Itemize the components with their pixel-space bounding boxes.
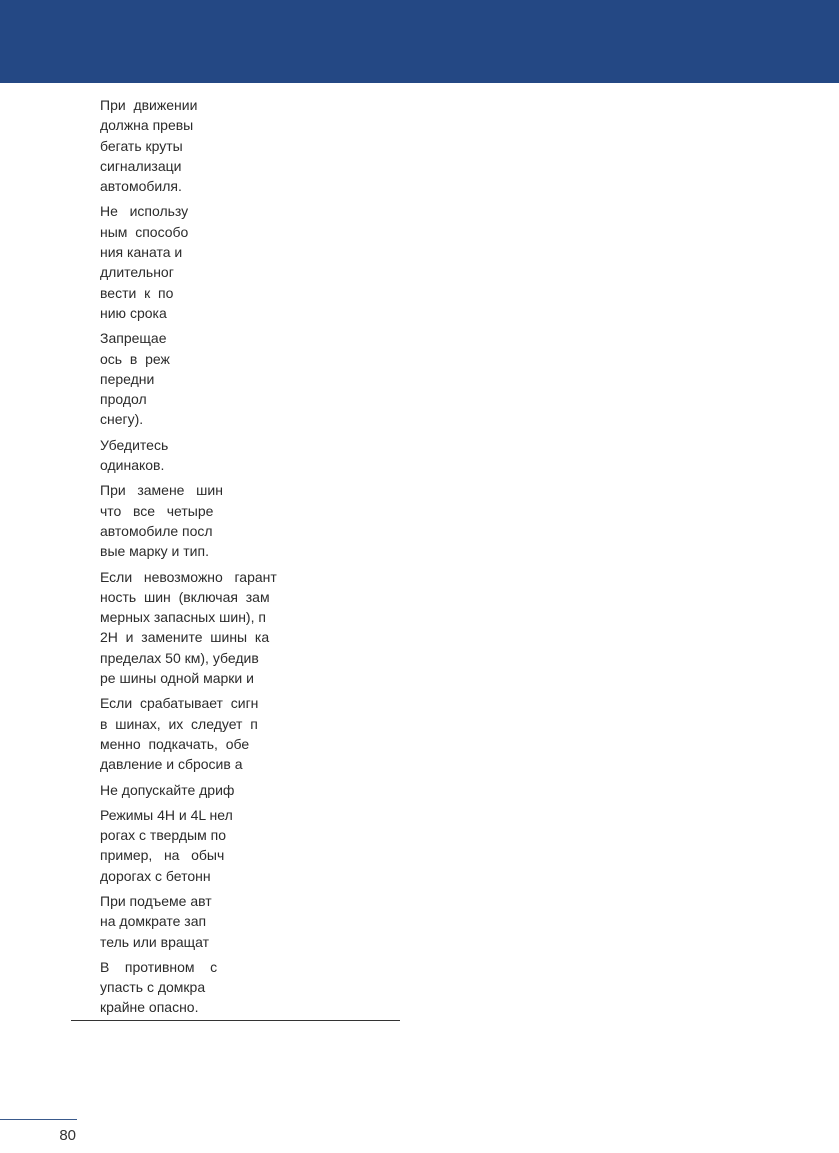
text-line: мерных запасных шин), п	[100, 609, 266, 626]
text-line: Запрещае	[100, 330, 167, 347]
text-line: на домкрате зап	[100, 913, 207, 930]
horizontal-rule	[71, 1020, 400, 1021]
text-line: ре шины одной марки и	[100, 670, 254, 687]
paragraph	[100, 693, 400, 774]
text-line: В противном с	[100, 958, 218, 975]
page-content	[100, 95, 400, 1023]
text-line: менно подкачать, обе	[100, 735, 250, 752]
text-line: продол	[100, 391, 147, 408]
text-line: Режимы 4H и 4L нел	[100, 806, 233, 823]
text-line: тель или вращат	[100, 933, 210, 950]
text-line: вые марку и тип.	[100, 543, 209, 560]
header-band	[0, 0, 839, 83]
text-line: автомобиля.	[100, 178, 182, 195]
text-line: вести к по	[100, 284, 174, 301]
paragraph	[100, 891, 400, 952]
paragraph	[100, 435, 400, 476]
text-line: снегу).	[100, 411, 144, 428]
text-line: одинаков.	[100, 457, 165, 474]
text-line: Не использу	[100, 203, 189, 220]
text-line: нию срока	[100, 304, 167, 321]
text-line: длительног	[100, 264, 174, 281]
text-line: Не допускайте дриф	[100, 781, 235, 798]
text-line: При замене шин	[100, 482, 223, 499]
text-line: должна превы	[100, 117, 194, 134]
text-line: При подъеме авт	[100, 892, 212, 909]
text-line: автомобиле посл	[100, 522, 213, 539]
text-line: Если срабатывает сигн	[100, 695, 259, 712]
paragraph	[100, 95, 400, 196]
text-line: Если невозможно гарант	[100, 568, 277, 585]
page-number: 80	[59, 1127, 76, 1144]
text-line: сигнализаци	[100, 157, 182, 174]
text-line: крайне опасно.	[100, 999, 199, 1016]
text-line: передни	[100, 370, 155, 387]
text-line: ным способо	[100, 223, 189, 240]
text-line: что все четыре	[100, 502, 214, 519]
text-line: ность шин (включая зам	[100, 588, 270, 605]
text-line: При движении	[100, 97, 198, 113]
paragraph	[100, 805, 400, 886]
paragraph	[100, 957, 400, 1018]
paragraph	[100, 480, 400, 561]
text-line: в шинах, их следует п	[100, 715, 258, 732]
text-line: Убедитесь	[100, 436, 169, 453]
paragraph	[100, 328, 400, 429]
text-line: пример, на обыч	[100, 847, 225, 864]
text-line: упасть с домкра	[100, 979, 206, 996]
text-line: дорогах с бетонн	[100, 867, 211, 884]
paragraph	[100, 201, 400, 323]
text-line: бегать круты	[100, 137, 183, 154]
paragraph	[100, 780, 400, 800]
paragraph	[100, 567, 400, 689]
text-line: ось в реж	[100, 350, 170, 367]
text-line: 2H и замените шины ка	[100, 629, 270, 646]
text-line: давление и сбросив а	[100, 756, 243, 773]
text-line: пределах 50 км), убедив	[100, 649, 259, 666]
text-line: рогах с твердым по	[100, 827, 226, 844]
text-line: ния каната и	[100, 244, 183, 261]
footer-rule	[0, 1119, 77, 1120]
